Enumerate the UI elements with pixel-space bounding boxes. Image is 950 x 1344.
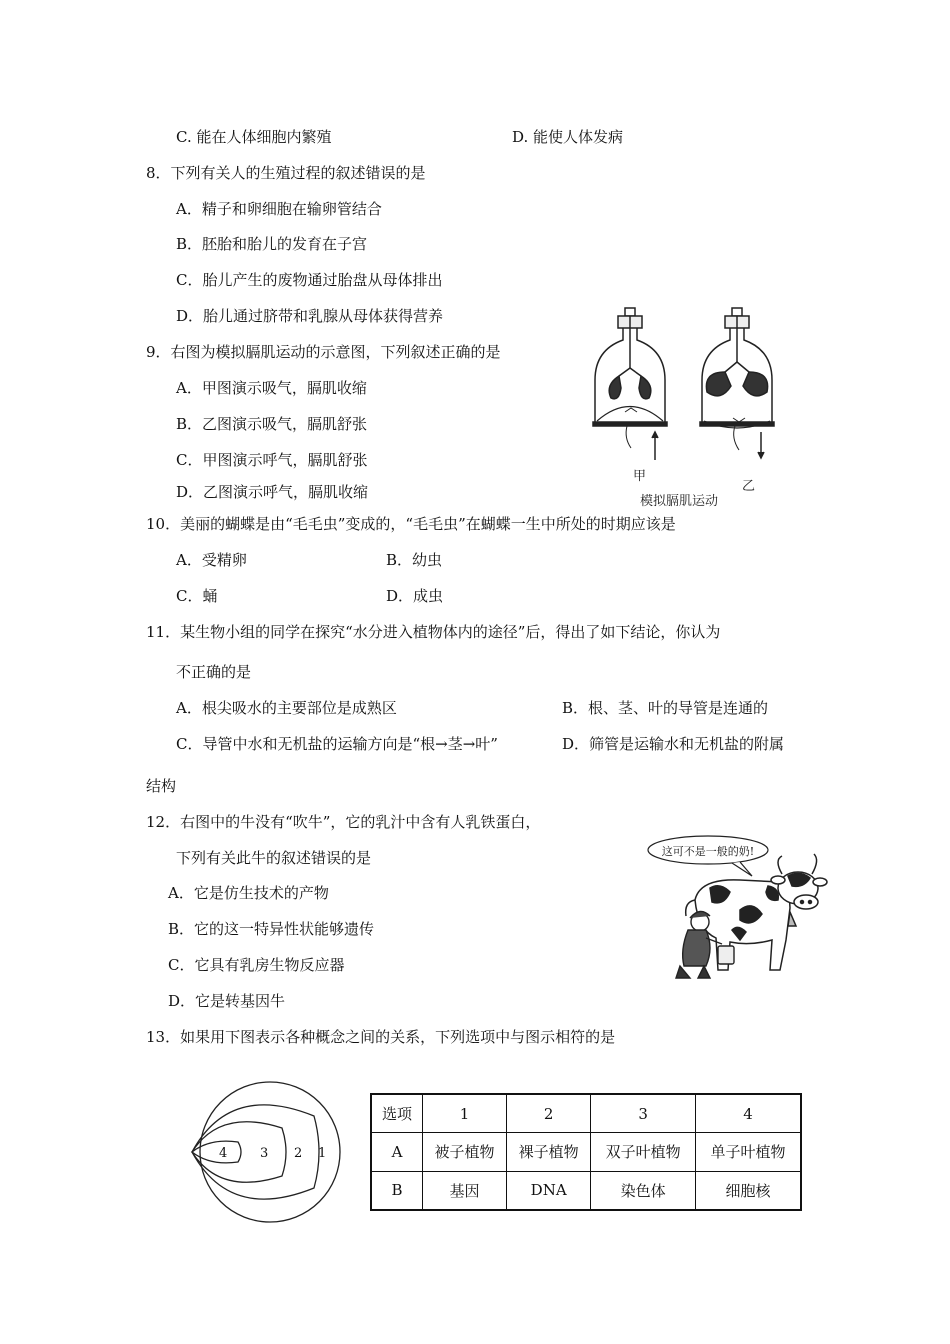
table-header-cell: 4 bbox=[696, 1094, 802, 1133]
concept-label-4: 4 bbox=[219, 1146, 228, 1161]
q8-option-d: D．胎儿通过脐带和乳腺从母体获得营养 bbox=[176, 307, 444, 325]
jar-left-label: 甲 bbox=[633, 469, 647, 484]
q12-option-d: D．它是转基因牛 bbox=[168, 992, 286, 1010]
q12-option-a: A．它是仿生技术的产物 bbox=[168, 884, 329, 902]
speech-bubble bbox=[648, 836, 768, 876]
q10-stem: 10．美丽的蝴蝶是由“毛毛虫”变成的，“毛毛虫”在蝴蝶一生中所处的时期应该是 bbox=[146, 515, 676, 533]
q7-option-c: C. 能在人体细胞内繁殖 bbox=[176, 128, 332, 146]
table-header-row bbox=[371, 1094, 801, 1133]
table-header-cell: 2 bbox=[507, 1094, 591, 1133]
jar-left bbox=[593, 308, 667, 460]
concept-label-2: 2 bbox=[294, 1146, 303, 1161]
q9-option-b: B．乙图演示吸气，膈肌舒张 bbox=[176, 415, 368, 433]
q11-stem-line1: 11．某生物小组的同学在探究“水分进入植物体内的途径”后，得出了如下结论，你认为 bbox=[146, 623, 721, 641]
q12-option-c: C．它具有乳房生物反应器 bbox=[168, 956, 345, 974]
table-cell: DNA bbox=[507, 1171, 591, 1210]
q9-stem: 9．右图为模拟膈肌运动的示意图，下列叙述正确的是 bbox=[146, 343, 501, 361]
q10-option-c: C．蛹 bbox=[176, 587, 218, 605]
q13-stem: 13．如果用下图表示各种概念之间的关系，下列选项中与图示相符的是 bbox=[146, 1028, 616, 1046]
q9-option-c: C．甲图演示呼气，膈肌舒张 bbox=[176, 451, 368, 469]
q11-option-d: D．筛管是运输水和无机盐的附属 bbox=[562, 735, 785, 753]
q8-stem: 8．下列有关人的生殖过程的叙述错误的是 bbox=[146, 164, 426, 182]
table-row bbox=[371, 1133, 801, 1171]
table-cell: 基因 bbox=[423, 1171, 507, 1210]
q10-option-d: D．成虫 bbox=[386, 587, 444, 605]
q12-option-b: B．它的这一特异性状能够遗传 bbox=[168, 920, 375, 938]
q9-option-d: D．乙图演示呼气，膈肌收缩 bbox=[176, 483, 369, 501]
q12-stem-line2: 下列有关此牛的叙述错误的是 bbox=[176, 849, 372, 867]
jar-right-label: 乙 bbox=[742, 479, 756, 494]
cow-cartoon-figure bbox=[640, 830, 830, 990]
q11-option-d-continued: 结构 bbox=[146, 777, 177, 795]
table-cell: 双子叶植物 bbox=[591, 1133, 696, 1171]
q8-option-c: C．胎儿产生的废物通过胎盘从母体排出 bbox=[176, 271, 443, 289]
table-row bbox=[371, 1171, 801, 1210]
table-cell: 细胞核 bbox=[696, 1171, 802, 1210]
table-header-cell: 选项 bbox=[371, 1094, 423, 1133]
concept-label-3: 3 bbox=[260, 1146, 269, 1161]
table-header-cell: 1 bbox=[423, 1094, 507, 1133]
jar-right bbox=[700, 308, 774, 458]
concept-label-1: 1 bbox=[318, 1146, 327, 1161]
q11-option-c: C．导管中水和无机盐的运输方向是“根→茎→叶” bbox=[176, 735, 498, 753]
q11-stem-line2: 不正确的是 bbox=[176, 663, 252, 681]
table-cell: A bbox=[371, 1133, 423, 1171]
q10-option-b: B．幼虫 bbox=[386, 551, 443, 569]
q11-option-b: B．根、茎、叶的导管是连通的 bbox=[562, 699, 769, 717]
nested-concept-diagram bbox=[190, 1080, 350, 1226]
speech-text: 这可不是一般的奶! bbox=[661, 845, 755, 858]
q9-option-a: A．甲图演示吸气，膈肌收缩 bbox=[176, 379, 367, 397]
table-cell: 染色体 bbox=[591, 1171, 696, 1210]
figure-caption: 模拟膈肌运动 bbox=[640, 494, 719, 509]
q13-options-table bbox=[370, 1093, 802, 1211]
table-cell: B bbox=[371, 1171, 423, 1210]
table-cell: 单子叶植物 bbox=[696, 1133, 802, 1171]
q10-option-a: A．受精卵 bbox=[176, 551, 247, 569]
table-cell: 裸子植物 bbox=[507, 1133, 591, 1171]
diaphragm-model-figure bbox=[585, 300, 795, 515]
q7-option-d: D. 能使人体发病 bbox=[512, 128, 624, 146]
q8-option-b: B．胚胎和胎儿的发育在子宫 bbox=[176, 235, 368, 253]
q12-stem-line1: 12．右图中的牛没有“吹牛”，它的乳汁中含有人乳铁蛋白， bbox=[146, 813, 541, 831]
q11-option-a: A．根尖吸水的主要部位是成熟区 bbox=[176, 699, 397, 717]
table-cell: 被子植物 bbox=[423, 1133, 507, 1171]
q8-option-a: A．精子和卵细胞在输卵管结合 bbox=[176, 200, 382, 218]
table-header-cell: 3 bbox=[591, 1094, 696, 1133]
